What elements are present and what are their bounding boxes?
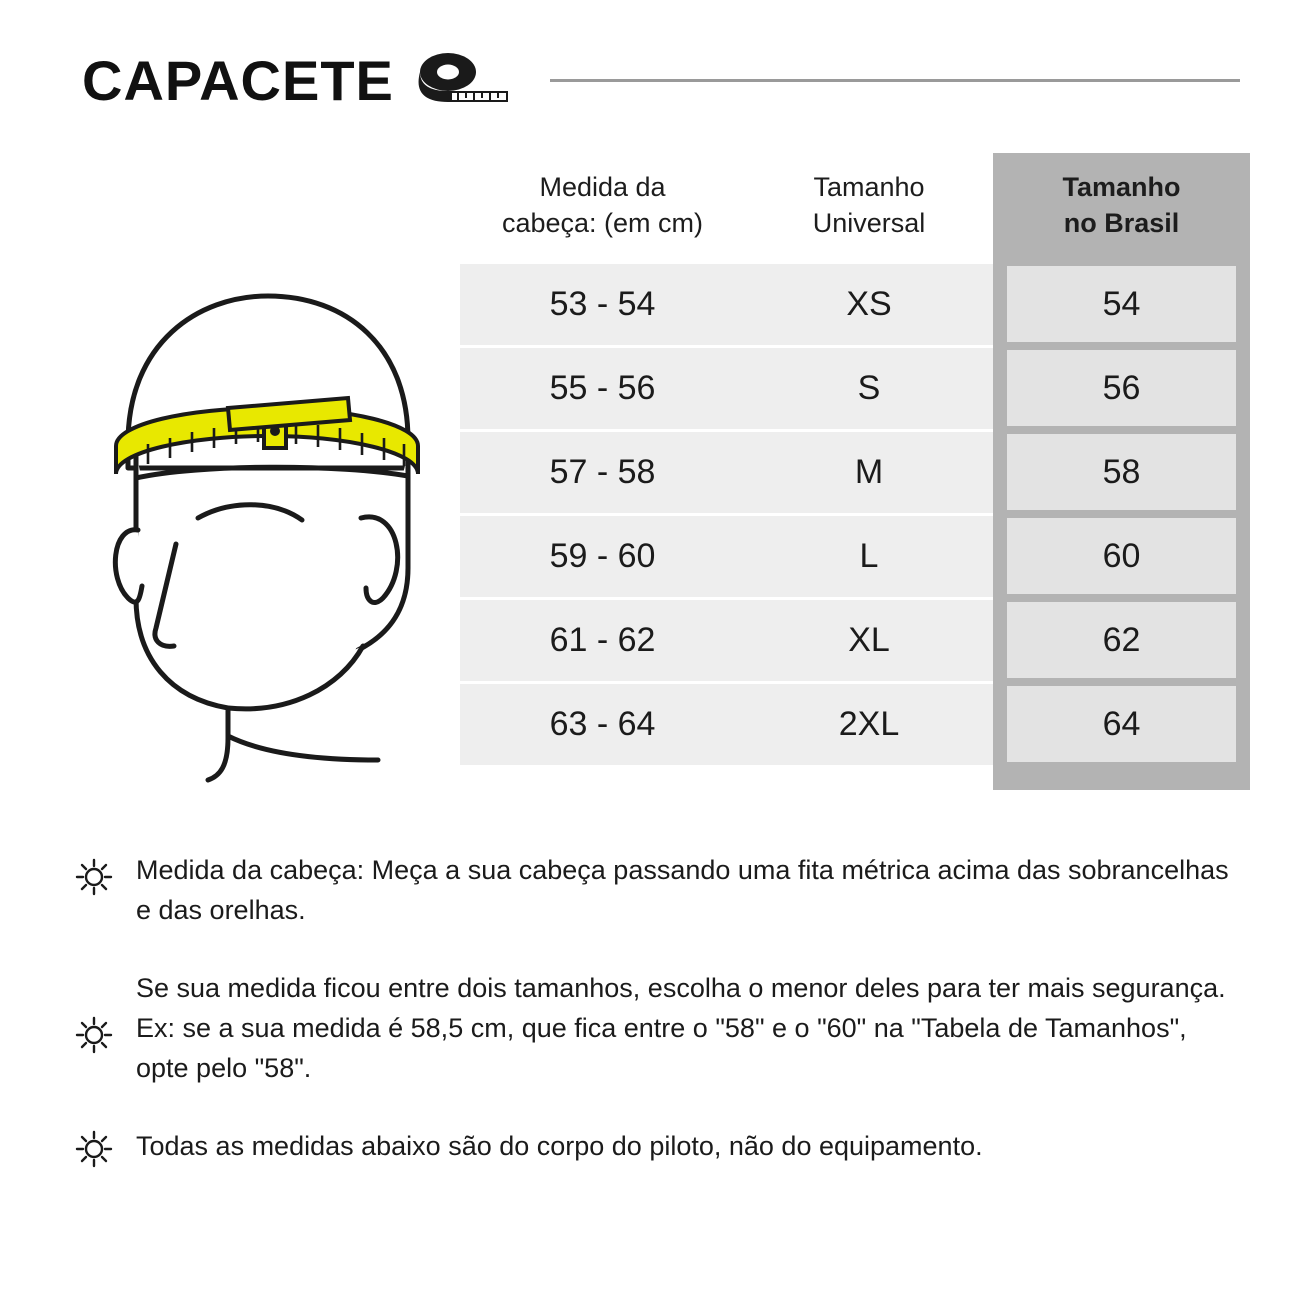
cell-brazil-size: [993, 430, 1250, 514]
cell-brazil-size: [993, 682, 1250, 766]
cell-brazil-size-value: 58: [1007, 434, 1236, 510]
cell-universal-size: XL: [745, 598, 993, 682]
cell-brazil-size: [993, 264, 1250, 347]
header-divider: [550, 79, 1240, 82]
table-row: [460, 346, 1250, 430]
table-footer-spacer: [460, 766, 1250, 790]
column-header-universal-size: [745, 153, 993, 264]
cell-head-measure: 63 - 64: [460, 682, 745, 766]
notes-section: [60, 851, 1240, 1173]
cell-head-measure: 59 - 60: [460, 514, 745, 598]
cell-head-measure: 55 - 56: [460, 346, 745, 430]
column-header-line1: Tamanho: [1062, 172, 1181, 202]
size-table-container: [460, 153, 1250, 790]
note-item: [70, 969, 1240, 1089]
cell-universal-size: S: [745, 346, 993, 430]
note-item: [70, 851, 1240, 931]
page-title: CAPACETE: [82, 48, 394, 112]
lightbulb-icon: [70, 851, 118, 901]
size-table: [460, 153, 1250, 790]
spacer-cell: [745, 766, 993, 790]
measuring-tape-icon: [416, 50, 516, 111]
cell-universal-size: 2XL: [745, 682, 993, 766]
table-row: [460, 514, 1250, 598]
table-row: [460, 264, 1250, 347]
column-header-line2: Universal: [812, 208, 926, 239]
cell-brazil-size: [993, 598, 1250, 682]
lightbulb-icon: [70, 1127, 118, 1173]
column-header-line2: cabeça: (em cm): [501, 208, 704, 239]
cell-head-measure: 61 - 62: [460, 598, 745, 682]
cell-universal-size: M: [745, 430, 993, 514]
cell-brazil-size-value: 56: [1007, 350, 1236, 426]
column-header-head-measure: [460, 153, 745, 264]
cell-brazil-size-value: 62: [1007, 602, 1236, 678]
cell-universal-size: L: [745, 514, 993, 598]
note-item: [70, 1127, 1240, 1173]
cell-brazil-size-value: 60: [1007, 518, 1236, 594]
table-row: [460, 598, 1250, 682]
page-header: [60, 50, 1240, 111]
cell-brazil-size: [993, 346, 1250, 430]
table-header-row: [460, 153, 1250, 264]
lightbulb-icon: [70, 969, 118, 1059]
column-header-line2: no Brasil: [1063, 208, 1180, 239]
head-with-measuring-tape-illustration: [60, 153, 460, 793]
spacer-cell: [460, 766, 745, 790]
chart-body: [60, 153, 1240, 793]
table-row: [460, 682, 1250, 766]
cell-brazil-size-value: 54: [1007, 266, 1236, 342]
cell-universal-size: XS: [745, 264, 993, 347]
note-text: Se sua medida ficou entre dois tamanhos, escolha o menor deles para ter mais segurança. Ex: se a sua medida é 58,5 cm, que fica entre o "58" e o "60" na "Tabela de Tamanhos", opte pelo "58".: [136, 972, 1226, 1083]
column-header-brazil-size: [993, 153, 1250, 264]
table-row: [460, 430, 1250, 514]
cell-head-measure: 57 - 58: [460, 430, 745, 514]
column-header-line1: Medida da: [539, 172, 666, 202]
spacer-cell-highlight: [993, 766, 1250, 790]
cell-brazil-size-value: 64: [1007, 686, 1236, 762]
note-text: Medida da cabeça: Meça a sua cabeça passando uma fita métrica acima das sobrancelhas e das orelhas.: [136, 855, 1229, 925]
cell-brazil-size: [993, 514, 1250, 598]
note-text: Todas as medidas abaixo são do corpo do piloto, não do equipamento.: [136, 1130, 983, 1161]
column-header-line1: Tamanho: [813, 172, 925, 202]
cell-head-measure: 53 - 54: [460, 264, 745, 347]
